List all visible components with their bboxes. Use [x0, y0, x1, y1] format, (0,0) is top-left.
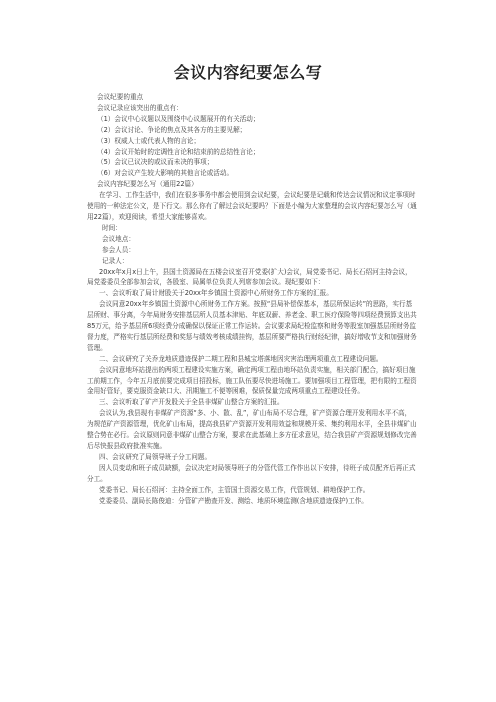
list-item: （2）会议讨论、争论的焦点及其各方的主要见解； — [97, 125, 247, 134]
list-item: （1）会议中心议题以及围绕中心议题展开的有关活动； — [97, 114, 260, 123]
field-recorder: 记录人： — [102, 256, 129, 265]
paragraph: 会议同意地环站提出的两项工程建设实施方案，确定两项工程由地环站负责实施，相关部门配合，搞好项目施工前期工作，今年五月底前要完成项目招投标，施工队伍要尽快进场施工。要加强项目工程管理，把有限的工程资金用好管好，要克服资金缺口大、汛期施工不便等困难，保质保量完成两项重点工程建设任务。 — [87, 365, 417, 396]
list-item: （3）权威人士或代表人物的言论； — [97, 136, 201, 145]
paragraph: 三、会议听取了矿产开发股关于全县非煤矿山整合方案的汇报。 — [99, 398, 284, 407]
page-title: 会议内容纪要怎么写 — [173, 63, 323, 82]
paragraph: 20xx年x月x日上午，县国土资源局在五楼会议室召开党委(扩大)会议，局党委书记、局长石绍河主持会议，局党委委员全部参加会议，各股室、局属单位负责人列席参加会议。现纪要如下： — [87, 267, 412, 287]
list-item: （6）对会议产生较大影响的其他言论或活动。 — [97, 169, 234, 178]
paragraph: 党委书记、局长石绍河：主持全面工作，主管国土资源交易工作，代管规划、耕地保护工作。 — [99, 485, 370, 494]
paragraph: 因人员变动和班子成员缺额，会议决定对局领导班子的分管代管工作作出以下安排，待班子成员配齐后再正式分工。 — [87, 463, 416, 483]
field-time: 时间： — [102, 223, 122, 232]
paragraph: 四、会议研究了局领导班子分工问题。 — [99, 452, 212, 461]
paragraph: 一、会议听取了局计财股关于20xx年乡镇国土资源中心所财务工作方案的汇报。 — [99, 289, 333, 298]
paragraph: 会议认为,我县现有非煤矿产资源“多、小、散、乱”，矿山布局不尽合理，矿产资源合理开发利用水平不高，为规范矿产资源管理，优化矿山布局，提高我县矿产资源开发利用效益和规模开采、集约利用水平，全县非煤矿山整合势在必行。会议原则同意非煤矿山整合方案，要求在此基础上多方征求意见，结合我县矿产资源规划修改完善后尽快报县政府批准实施。 — [87, 409, 417, 450]
section-heading: 会议内容纪要怎么写（通用22篇） — [97, 180, 198, 189]
document-body — [87, 92, 417, 506]
paragraph: 二、会议研究了关乔龙地质遗迹保护二期工程和县城宝塔落地因灾害治理两项重点工程建设问题。 — [99, 354, 383, 363]
paragraph: 在学习、工作生活中，我们在很多事务中都会使用到会议纪要，会议纪要是记载和传达会议情况和议定事项时使用的一种法定公文，是下行文。那么你有了解过会议纪要吗？下面是小编为大家整理的会议内容纪要怎么写（通用22篇），欢迎阅读，希望大家能够喜欢。 — [87, 191, 417, 221]
list-item: （4）会议开始时的定调性言论和结束前的总结性言论； — [97, 147, 260, 156]
list-item: （5）会议已议决的或议而未决的事项； — [97, 158, 214, 167]
paragraph: 会议记录应该突出的重点有： — [97, 103, 183, 112]
field-attendees: 参会人员： — [102, 245, 135, 254]
section-heading: 会议纪要的重点 — [97, 93, 144, 101]
paragraph: 党委委员、副局长陈俊迪：分管矿产勘查开发、测绘、地质环境监测(含地质遗迹保护)工作。 — [99, 496, 368, 505]
field-location: 会议地点： — [102, 234, 135, 243]
paragraph: 会议同意20xx年乡镇国土资源中心所财务工作方案。按照“县局补偿保基本，基层所保运转”的思路，实行基层所财、事分离，今年局财务安排基层所人员基本津贴、年底双薪、养老金、职工医疗保险等四项经费预算支出共85万元，给予基层所6项经费分成确保以保证正常工作运转。会议要求局纪检监察和财务等股室加强基层所财务监督力度，严格实行基层所经费和奖惩与绩效考核成绩挂钩，基层所要严格执行财经纪律，搞好增收节支和加强财务管理。 — [87, 300, 417, 352]
